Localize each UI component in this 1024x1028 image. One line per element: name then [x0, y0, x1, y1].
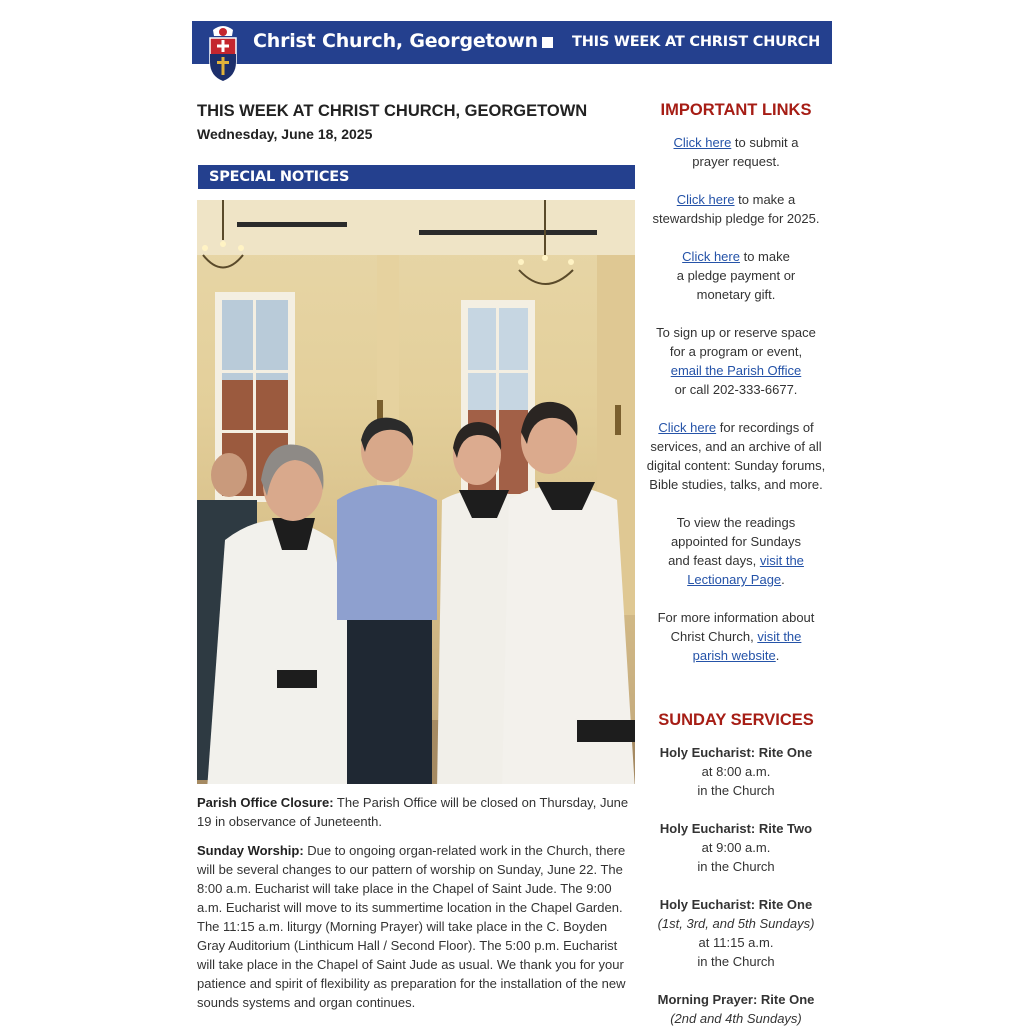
service-place: in the Church: [697, 859, 775, 874]
church-crest-icon: [207, 24, 239, 82]
recordings-block: [643, 418, 829, 494]
page-date: Wednesday, June 18, 2025: [197, 126, 373, 142]
banner-divider-square: [542, 37, 553, 48]
notice-parish-office-closure: [197, 793, 635, 831]
section-header-special-notices: SPECIAL NOTICES: [198, 165, 635, 189]
pledge-text: to make a: [734, 192, 796, 207]
service-time: at 8:00 a.m.: [701, 764, 771, 779]
office-text-2: for a program or event,: [669, 344, 803, 359]
parish-office-block: [643, 323, 829, 399]
sidebar: [643, 100, 829, 1028]
service-note: (2nd and 4th Sundays): [670, 1011, 802, 1026]
service-item: [643, 743, 829, 800]
pledge-text-2: stewardship pledge for 2025.: [652, 211, 820, 226]
payment-text-2: a pledge payment or: [676, 268, 796, 283]
recordings-link[interactable]: Click here: [658, 420, 717, 435]
prayer-text: to submit a: [731, 135, 799, 150]
payment-text-3: monetary gift.: [696, 287, 776, 302]
service-title: Holy Eucharist: Rite Two: [659, 821, 813, 836]
stewardship-pledge-link[interactable]: Click here: [676, 192, 735, 207]
pledge-payment-link[interactable]: Click here: [682, 249, 740, 264]
office-phone-text: or call 202-333-6677.: [674, 382, 798, 397]
recordings-text: for recordings of: [716, 420, 814, 435]
clergy-group-photo: [197, 200, 635, 784]
notice-label: Parish Office Closure:: [197, 795, 334, 810]
service-note: (1st, 3rd, and 5th Sundays): [657, 916, 815, 931]
service-item: [643, 819, 829, 876]
notice-label: Sunday Worship:: [197, 843, 304, 858]
recordings-text-3: digital content: Sunday forums,: [646, 458, 826, 473]
notice-text: The Parish Office will be closed on Thursday, June 19 in observance of Juneteenth.: [197, 795, 629, 829]
lectionary-link-part-1[interactable]: visit the: [759, 553, 804, 568]
notice-sunday-worship: [197, 841, 635, 1012]
service-time: at 9:00 a.m.: [701, 840, 771, 855]
sunday-services-heading: SUNDAY SERVICES: [658, 711, 814, 729]
recordings-text-2: services, and an archive of all: [650, 439, 822, 454]
readings-text-3: and feast days,: [668, 553, 760, 568]
brand-name: Christ Church, Georgetown: [253, 30, 538, 52]
website-period: .: [775, 648, 780, 663]
payment-text: to make: [739, 249, 790, 264]
notice-text: Due to ongoing organ-related work in the Church, there will be several changes to our pattern of worship on Sunday, June 22. The 8:00 a.m. Eucharist will take place in the Chapel of Saint Jude. The 9:00 a.m. Eucharist will move to its summertime location in the Chapel Garden. The 11:15 a.m. liturgy (Morning Prayer) will take place in the C. Boyden Gray Auditorium (Linthicum Hall / Second Floor). The 5:00 p.m. Eucharist will take place in the Chapel of Saint Jude as usual. We thank you for your patience and spirit of flexibility as preparation for the installation of the new sounds systems and organ continues.: [197, 843, 626, 1010]
pledge-block: [643, 190, 829, 228]
parish-website-link[interactable]: parish website: [692, 648, 776, 663]
visit-website-link-part-1[interactable]: visit the: [757, 629, 802, 644]
lectionary-page-link[interactable]: Lectionary Page: [687, 572, 782, 587]
email-parish-office-link[interactable]: email the Parish Office: [670, 363, 802, 378]
service-title: Morning Prayer: Rite One: [657, 992, 815, 1007]
important-links-heading: IMPORTANT LINKS: [660, 101, 812, 119]
readings-text-1: To view the readings: [676, 515, 796, 530]
readings-block: [643, 513, 829, 589]
photo-illustration: [197, 200, 635, 784]
readings-period: .: [781, 572, 785, 587]
service-place: in the Church: [697, 954, 775, 969]
main-column: [197, 100, 635, 1012]
service-title: Holy Eucharist: Rite One: [659, 745, 813, 760]
service-time: at 11:15 a.m.: [698, 935, 774, 950]
header-banner: [192, 21, 832, 64]
banner-tagline: THIS WEEK AT CHRIST CHURCH: [572, 34, 821, 50]
website-text-2: Christ Church,: [670, 629, 758, 644]
website-text-1: For more information about: [657, 610, 815, 625]
page-title: THIS WEEK AT CHRIST CHURCH, GEORGETOWN: [197, 102, 588, 120]
recordings-text-4: Bible studies, talks, and more.: [649, 477, 823, 492]
payment-block: [643, 247, 829, 304]
service-item: [643, 895, 829, 971]
service-place: in the Church: [697, 783, 775, 798]
readings-text-2: appointed for Sundays: [670, 534, 802, 549]
office-text-1: To sign up or reserve space: [656, 325, 816, 340]
prayer-request-link[interactable]: Click here: [673, 135, 732, 150]
service-title: Holy Eucharist: Rite One: [659, 897, 813, 912]
website-block: [643, 608, 829, 665]
prayer-request-block: [643, 133, 829, 171]
service-item: [643, 990, 829, 1028]
prayer-text-2: prayer request.: [692, 154, 780, 169]
